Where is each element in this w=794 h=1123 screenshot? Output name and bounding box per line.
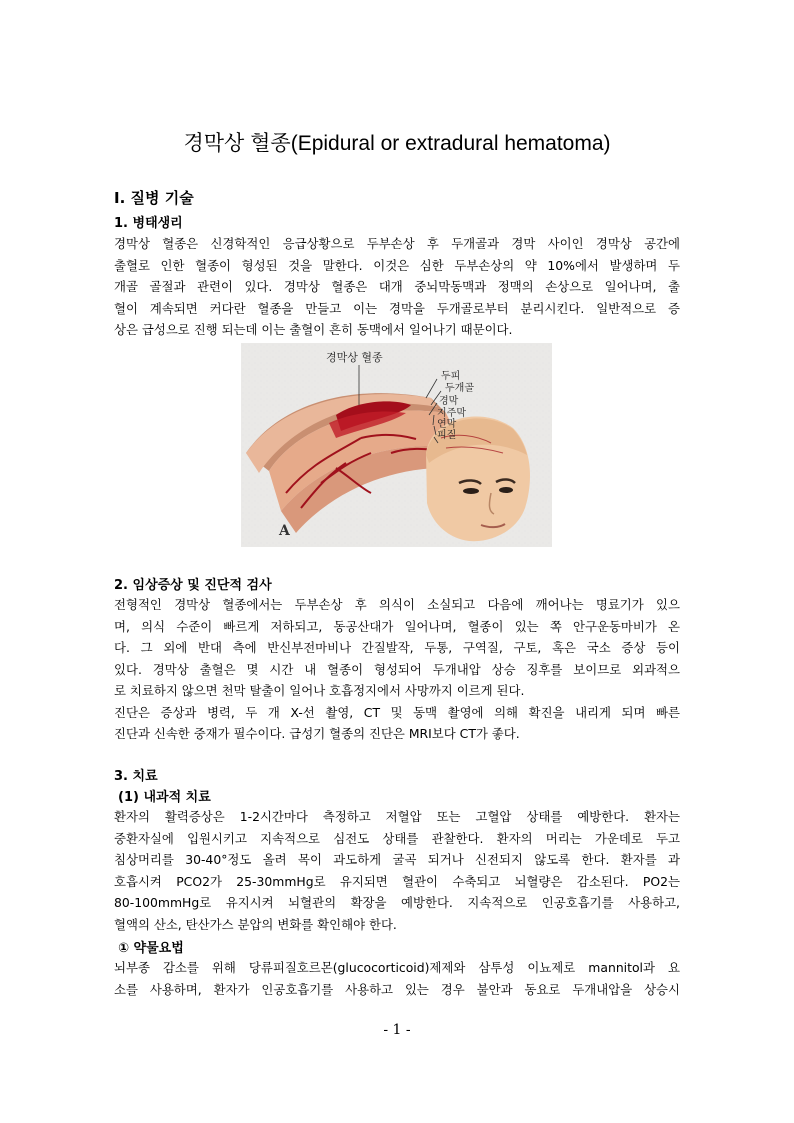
text-line: 개골 골절과 관련이 있다. 경막상 혈종은 대개 중뇌막동맥과 정맥의 손상으로 일어나며, 출 — [114, 279, 680, 294]
text-line: 며, 의식 수준이 빠르게 저하되고, 동공산대가 일어나며, 혈종이 있는 쪽 안구운동마비가 온 — [114, 618, 680, 634]
text-line: 진단과 신속한 중재가 필수이다. 급성기 혈종의 진단은 MRI보다 CT가 좋다. — [114, 726, 520, 741]
figure-label: 두피 — [441, 371, 461, 382]
subheading-medical-treatment: (1) 내과적 치료 — [118, 790, 211, 805]
paragraph-medical-treatment — [114, 806, 680, 935]
document-title: 경막상 혈종(Epidural or extradural hematoma) — [183, 132, 611, 155]
epidural-hematoma-illustration — [241, 343, 552, 547]
text-line: 환자의 활력증상은 1-2시간마다 측정하고 저혈압 또는 고혈압 상태를 예방한다. 환자는 — [114, 809, 680, 824]
text-line: 다. 그 외에 반대 측에 반신부전마비나 간질발작, 두통, 구역질, 구토, 혹은 국소 증상 등이 — [114, 640, 680, 655]
text-line: 혈액의 산소, 탄산가스 분압의 변화를 확인해야 한다. — [114, 916, 397, 932]
figure-label: 두개골 — [445, 383, 474, 394]
text-line: 전형적인 경막상 혈종에서는 두부손상 후 의식이 소실되고 다음에 깨어나는 명료기가 있으 — [114, 597, 680, 612]
text-line: 뇌부종 감소를 위해 당류피질호르몬(glucocorticoid)제제와 삼투성 이뇨제로 mannitol과 요 — [114, 960, 680, 975]
text-line: 로 치료하지 않으면 천막 탈출이 일어나 호흡정지에서 사망까지 이르게 된다. — [114, 683, 525, 698]
text-line: 소를 사용하며, 환자가 인공호흡기를 사용하고 있는 경우 불안과 동요로 두개내압을 상승시 — [114, 981, 680, 997]
subheading-treatment: 3. 치료 — [114, 769, 158, 784]
text-line: 있다. 경막상 출혈은 몇 시간 내 혈종이 형성되어 두개내압 상승 징후를 보이므로 외과적으 — [114, 661, 680, 677]
text-line: 진단은 증상과 병력, 두 개 X-선 촬영, CT 및 동맥 촬영에 의해 확진을 내리게 되며 빠른 — [114, 704, 680, 720]
paragraph-clinical-symptoms — [114, 594, 680, 745]
text-line: 출혈로 인한 혈종이 형성된 것을 말한다. 이것은 심한 두부손상의 약 10%에서 발생하며 두 — [114, 257, 680, 273]
text-line: 상은 급성으로 진행 되는데 이는 출혈이 흔히 동맥에서 일어나기 때문이다. — [114, 322, 513, 337]
text-line: 경막상 혈종은 신경학적인 응급상황으로 두부손상 후 두개골과 경막 사이인 경막상 공간에 — [114, 236, 680, 251]
subheading-clinical-symptoms: 2. 임상증상 및 진단적 검사 — [114, 578, 272, 593]
figure-label: 경막 — [439, 396, 459, 407]
figure-corner-letter: A — [279, 523, 290, 539]
text-line: 호흡시켜 PCO2가 25-30mmHg로 유지되면 혈관이 수축되고 뇌혈량은 감소된다. PO2는 — [114, 873, 680, 889]
figure-label: 지주막 — [437, 408, 466, 419]
paragraph-drug-therapy — [114, 957, 680, 1000]
subheading-drug-therapy: ① 약물요법 — [118, 941, 184, 956]
text-line: 중환자실에 입원시키고 지속적으로 심전도 상태를 관찰한다. 환자의 머리는 가운데로 두고 — [114, 830, 680, 846]
figure-label: 연막 — [437, 419, 457, 430]
section-heading-disease: Ⅰ. 질병 기술 — [114, 189, 194, 207]
text-line: 80-100mmHg로 유지시켜 뇌혈관의 확장을 예방한다. 지속적으로 인공호흡기를 사용하고, — [114, 895, 680, 910]
text-line: 침상머리를 30-40°정도 올려 목이 과도하게 굴곡 되거나 신전되지 않도록 한다. 환자를 과 — [114, 852, 680, 867]
subheading-pathophysiology: 1. 병태생리 — [114, 216, 183, 231]
figure-label: 피질 — [437, 430, 457, 441]
paragraph-pathophysiology — [114, 233, 680, 341]
figure-label-main: 경막상 혈종 — [326, 351, 383, 364]
text-line: 혈이 계속되면 커다란 혈종을 만들고 이는 경막을 두개골로부터 분리시킨다. 일반적으로 증 — [114, 300, 680, 316]
page-number: - 1 - — [383, 1022, 411, 1038]
